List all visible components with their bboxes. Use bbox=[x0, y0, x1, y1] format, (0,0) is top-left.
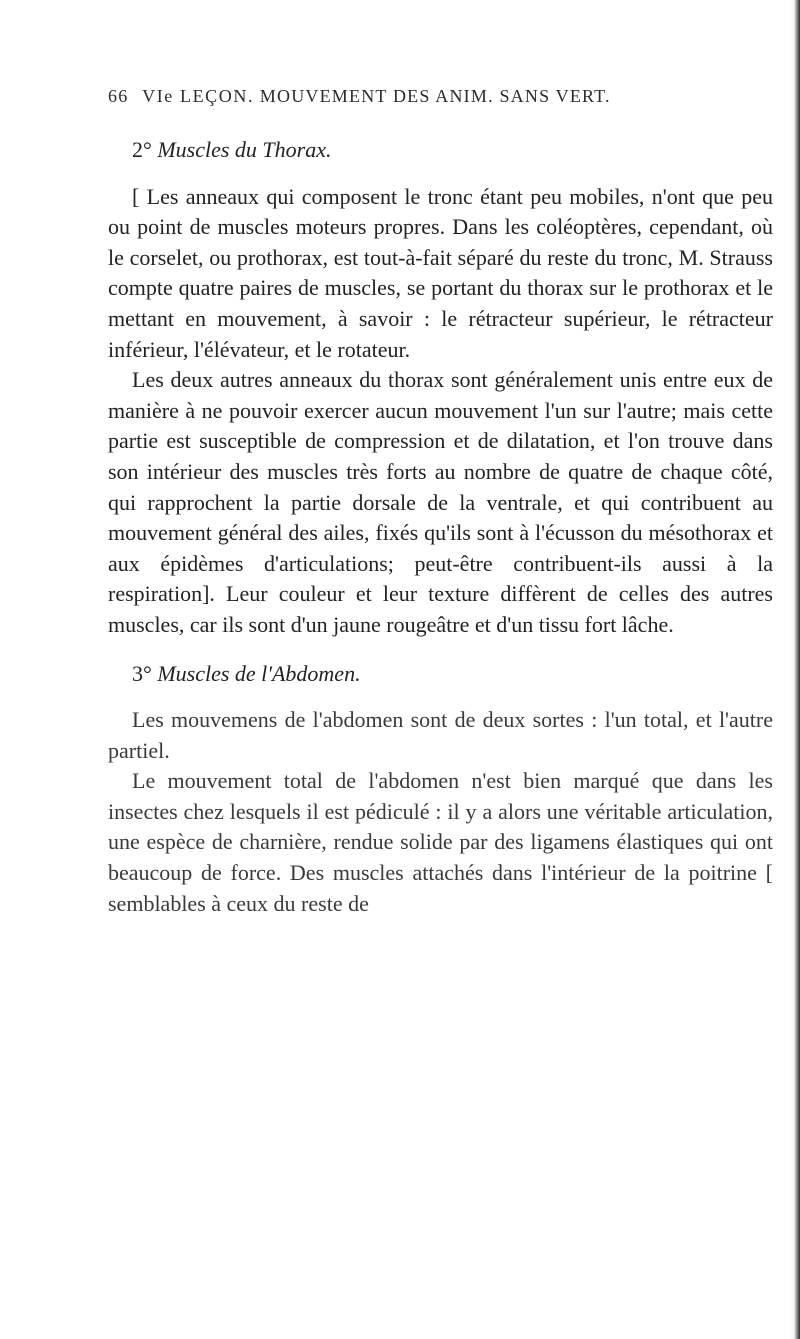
paragraph: Les deux autres anneaux du thorax sont généralement unis entre eux de manière à ne pouvoir exercer aucun mouvement l'un sur l'autre; mais cette partie est susceptible de compression et de dilatation, et l'on trouve dans son intérieur des muscles très forts au nombre de quatre de chaque côté, qui rapprochent la partie dorsale de la ventrale, et qui contribuent au mouvement général des ailes, fixés qu'ils sont à l'écusson du mésothorax et aux épidèmes d'articulations; peut-être contribuent-ils aussi à la respiration]. Leur couleur et leur texture diffèrent de celles des autres muscles, car ils sont d'un jaune rougeâtre et d'un tissu fort lâche. bbox=[108, 367, 773, 637]
section-heading-thorax bbox=[108, 135, 773, 166]
section-title: Muscles du Thorax. bbox=[157, 137, 332, 162]
section-heading-abdomen bbox=[108, 659, 773, 690]
section-number: 3° bbox=[132, 660, 152, 686]
paragraph: Les mouvemens de l'abdomen sont de deux sortes : l'un total, et l'autre partiel. bbox=[108, 707, 773, 763]
paragraph: Le mouvement total de l'abdomen n'est bien marqué que dans les insectes chez lesquels il est pédiculé : il y a alors une véritable articulation, une espèce de charnière, rendue solide par des ligamens élastiques qui ont beaucoup de force. Des muscles attachés dans l'intérieur de la poitrine [ semblables à ceux du reste de bbox=[108, 768, 773, 916]
running-title: MOUVEMENT DES ANIM. SANS VERT. bbox=[259, 86, 611, 106]
spacer bbox=[108, 641, 773, 659]
spacer bbox=[108, 689, 773, 705]
section-number: 2° bbox=[132, 137, 152, 162]
section-title: Muscles de l'Abdomen. bbox=[157, 660, 361, 686]
page-body bbox=[108, 135, 773, 919]
running-head bbox=[108, 86, 748, 107]
paragraph: [ Les anneaux qui composent le tronc étant peu mobiles, n'ont que peu ou point de muscles moteurs propres. Dans les coléoptères, cependant, où le corselet, ou prothorax, est tout-à-fait séparé du reste du tronc, M. Strauss compte quatre paires de muscles, se portant du thorax sur le prothorax et le mettant en mouvement, à savoir : le rétracteur supérieur, le rétracteur inférieur, l'élévateur, et le rotateur. bbox=[108, 183, 773, 362]
page-number: 66 bbox=[108, 86, 129, 106]
lesson-label: VIe LEÇON. bbox=[142, 86, 255, 106]
page-edge bbox=[790, 0, 800, 1339]
spacer bbox=[108, 166, 773, 182]
